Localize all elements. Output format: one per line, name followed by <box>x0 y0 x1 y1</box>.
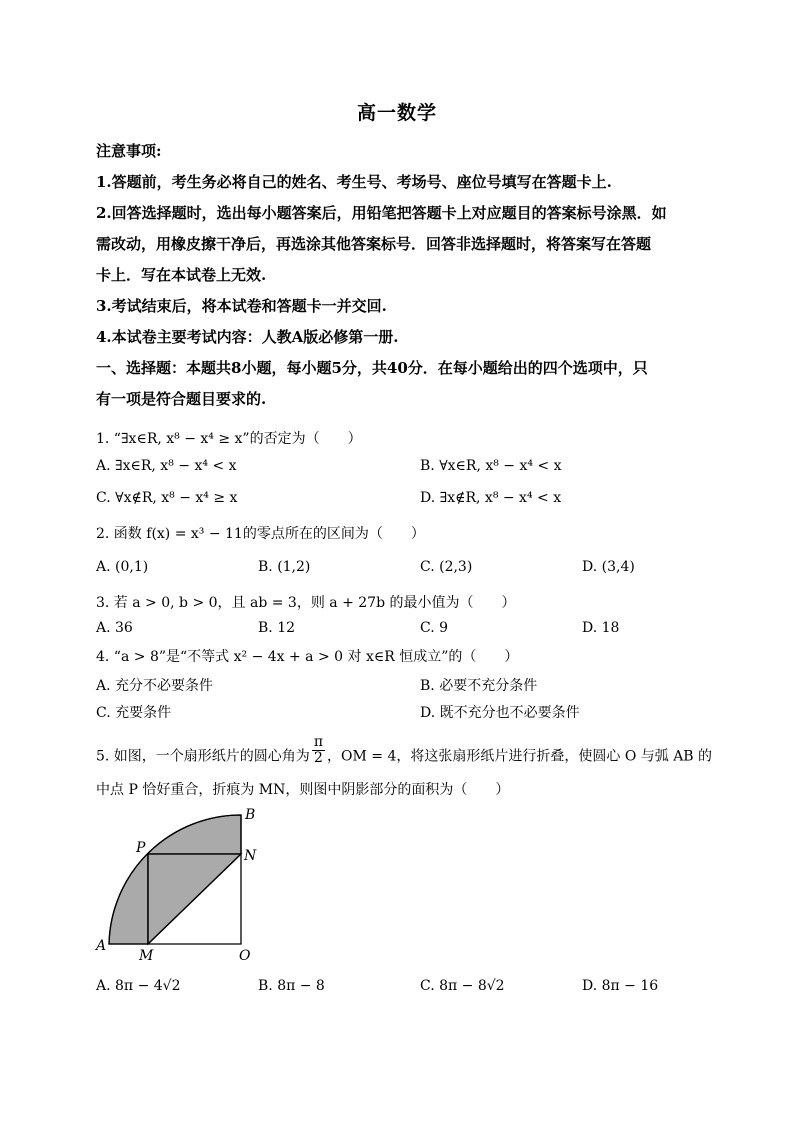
q5-fraction-num: π <box>313 734 324 750</box>
q2-option-d: D. (3,4) <box>582 559 635 575</box>
label-o: O <box>239 948 251 962</box>
section-heading: 一、选择题：本题共8小题，每小题5分，共40分．在每小题给出的四个选项中，只 <box>96 359 648 377</box>
label-p: P <box>136 840 146 856</box>
question-5-stem-cont: 中点 P 恰好重合，折痕为 MN，则图中阴影部分的面积为（ ） <box>96 782 510 798</box>
q5-stem-suffix: ，OM = 4，将这张扇形纸片进行折叠，使圆心 O 与弧 AB 的 <box>327 748 713 765</box>
notice-item-2: 2.回答选择题时，选出每小题答案后，用铅笔把答题卡上对应题目的答案标号涂黑．如 <box>96 204 667 222</box>
q3-option-c: C. 9 <box>420 620 449 636</box>
q1-option-d: D. ∃x∉R, x⁸ − x⁴ < x <box>420 490 562 506</box>
q1-option-a: A. ∃x∈R, x⁸ − x⁴ < x <box>96 458 237 474</box>
section-heading-cont: 有一项是符合题目要求的. <box>96 390 267 408</box>
notice-heading: 注意事项: <box>96 142 162 160</box>
question-4-stem: 4. “a > 8”是“不等式 x² − 4x + a > 0 对 x∈R 恒成立”的（ ） <box>96 649 519 665</box>
q5-option-c: C. 8π − 8√2 <box>420 978 505 994</box>
q5-fraction-den: 2 <box>313 750 323 766</box>
label-b: B <box>245 807 256 823</box>
q2-option-b: B. (1,2) <box>258 559 311 575</box>
notice-item-4: 4.本试卷主要考试内容：人教A版必修第一册. <box>96 328 399 346</box>
question-1-stem: 1. “∃x∈R, x⁸ − x⁴ ≥ x”的否定为（ ） <box>96 431 362 447</box>
q1-option-c: C. ∀x∉R, x⁸ − x⁴ ≥ x <box>96 490 238 506</box>
q4-option-d: D. 既不充分也不必要条件 <box>420 705 580 721</box>
question-3-stem: 3. 若 a > 0, b > 0，且 ab = 3，则 a + 27b 的最小值为（ ） <box>96 595 516 611</box>
question-5-stem <box>96 734 716 772</box>
sector-figure <box>92 806 272 962</box>
q5-option-a: A. 8π − 4√2 <box>96 978 181 994</box>
q5-fraction <box>312 735 325 766</box>
q4-option-b: B. 必要不充分条件 <box>420 678 538 694</box>
q3-option-d: D. 18 <box>582 620 620 636</box>
notice-item-1: 1.答题前，考生务必将自己的姓名、考生号、考场号、座位号填写在答题卡上. <box>96 173 612 191</box>
q3-option-a: A. 36 <box>96 620 133 636</box>
q2-option-a: A. (0,1) <box>96 559 149 575</box>
q5-option-d: D. 8π − 16 <box>582 978 659 994</box>
label-a: A <box>96 938 107 954</box>
page-title: 高一数学 <box>356 102 437 124</box>
q5-stem-prefix: 5. 如图，一个扇形纸片的圆心角为 <box>96 748 310 765</box>
q4-option-a: A. 充分不必要条件 <box>96 678 214 694</box>
q5-option-b: B. 8π − 8 <box>258 978 325 994</box>
question-2-stem: 2. 函数 f(x) = x³ − 11的零点所在的区间为（ ） <box>96 526 425 542</box>
notice-item-3: 3.考试结束后，将本试卷和答题卡一并交回. <box>96 297 387 315</box>
q1-option-b: B. ∀x∈R, x⁸ − x⁴ < x <box>420 458 562 474</box>
label-n: N <box>244 848 257 864</box>
label-m: M <box>139 948 154 962</box>
q3-option-b: B. 12 <box>258 620 296 636</box>
q4-option-c: C. 充要条件 <box>96 705 172 721</box>
q2-option-c: C. (2,3) <box>420 559 473 575</box>
notice-item-2-cont: 需改动，用橡皮擦干净后，再选涂其他答案标号．回答非选择题时，将答案写在答题 <box>96 235 652 253</box>
notice-item-2-end: 卡上．写在本试卷上无效. <box>96 266 267 284</box>
